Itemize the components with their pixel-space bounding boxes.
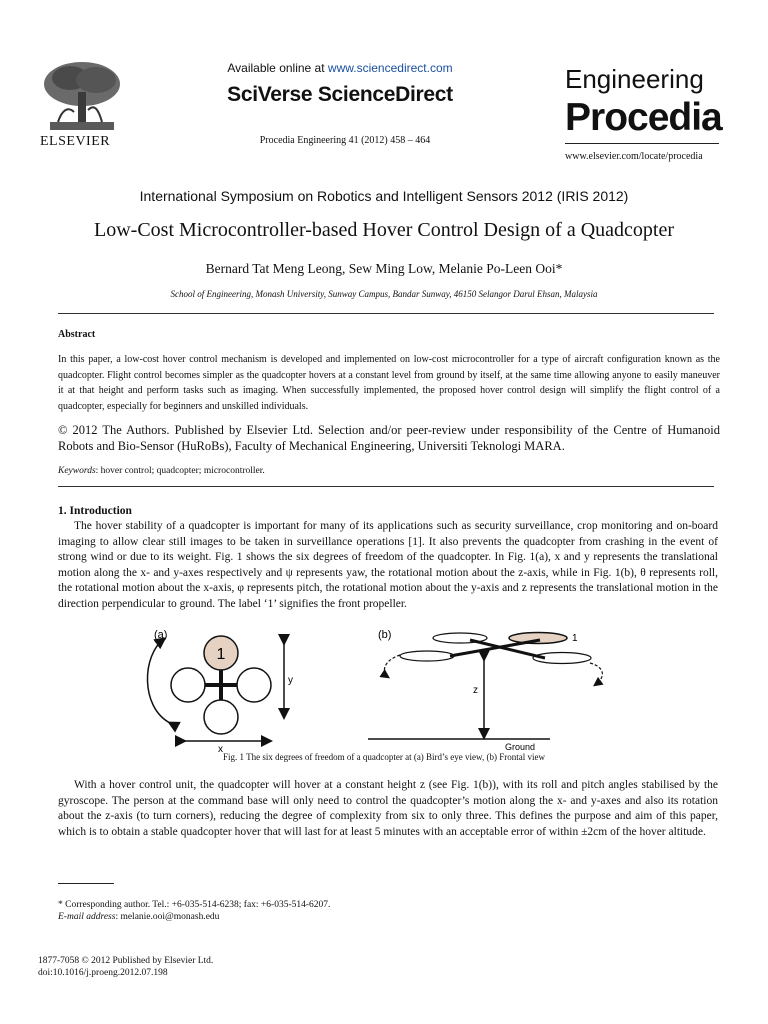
intro-paragraph-1 bbox=[58, 519, 718, 613]
journal-reference: Procedia Engineering 41 (2012) 458 – 464 bbox=[259, 135, 431, 146]
journal-word-procedia: Procedia bbox=[565, 96, 722, 139]
figure-label-b: (b) bbox=[378, 629, 392, 641]
publisher-name: ELSEVIER bbox=[40, 134, 111, 149]
journal-rule bbox=[565, 143, 719, 144]
ground-label: Ground bbox=[505, 742, 536, 752]
z-axis-label: z bbox=[473, 685, 478, 696]
available-prefix: Available online at bbox=[227, 61, 328, 75]
journal-url-link[interactable]: www.elsevier.com/locate/procedia bbox=[565, 151, 703, 162]
author-list: Bernard Tat Meng Leong, Sew Ming Low, Melanie Po-Leen Ooi* bbox=[205, 261, 563, 276]
rotor-b-left bbox=[400, 651, 454, 661]
affiliation: School of Engineering, Monash University, Sunway Campus, Bandar Sunway, 46150 Selangor Darul Ehsan, Malaysia bbox=[170, 289, 598, 299]
journal-word-engineering: Engineering bbox=[565, 64, 704, 94]
footnote-rule bbox=[58, 883, 114, 884]
x-axis-label: x bbox=[218, 744, 223, 755]
intro-heading: 1. Introduction bbox=[58, 505, 132, 517]
keywords-list: : hover control; quadcopter; microcontroller. bbox=[95, 466, 265, 476]
paper-title: Low-Cost Microcontroller-based Hover Control Design of a Quadcopter bbox=[94, 219, 674, 241]
rotor-right bbox=[237, 668, 271, 702]
keywords-label: Keywords bbox=[58, 466, 96, 476]
email-address[interactable]: : melanie.ooi@monash.edu bbox=[115, 912, 220, 922]
abstract-top-rule bbox=[58, 313, 714, 314]
front-propeller-label: 1 bbox=[216, 646, 226, 663]
front-propeller-label-b: 1 bbox=[572, 633, 578, 644]
sciencedirect-link[interactable]: www.sciencedirect.com bbox=[327, 61, 453, 75]
rotor-left bbox=[171, 668, 205, 702]
intro-paragraph-1-text: The hover stability of a quadcopter is important for many of its applications such as security surveillance, crop monitoring and on-board imaging to allow clear still images to be taken in surveillance operations [1]. It also prevents the quadcopter from crashing in the event of strong wind or due to its weight. Fig. 1 shows the six degrees of freedom of the quadcopter. In Fig. 1(a), x and y represents the translational motion along the x- and y-axes respectively and ψ represents yaw, the rotational motion about the z-axis, while in Fig. 1(b), θ represents roll, the rotational motion about the x-axis, φ represents pitch, the rotational motion about the y-axis and z represents the translational motion in the direction perpendicular to ground. The label ‘1’ signifies the front propeller. bbox=[58, 520, 718, 610]
sciverse-brand: SciVerse ScienceDirect bbox=[227, 83, 453, 106]
intro-paragraph-2 bbox=[58, 778, 718, 840]
figure-label-a: (a) bbox=[154, 629, 168, 641]
issn-line: 1877-7058 © 2012 Published by Elsevier Ltd. bbox=[38, 956, 214, 966]
rotor-back bbox=[204, 700, 238, 734]
email-label: E-mail address bbox=[58, 912, 116, 922]
copyright-statement: © 2012 The Authors. Published by Elsevier Ltd. Selection and/or peer-review under responsibility of the Centre of Humanoid Robots and Bio-Sensor (HuRoBs), Faculty of Mechanical Engineering, Universiti Teknologi MARA. bbox=[58, 423, 720, 453]
abstract-heading: Abstract bbox=[58, 329, 96, 340]
pitch-arrow bbox=[590, 663, 602, 685]
email-note bbox=[58, 912, 219, 922]
keywords bbox=[58, 466, 265, 476]
figure-caption: Fig. 1 The six degrees of freedom of a quadcopter at (a) Bird’s eye view, (b) Frontal view bbox=[223, 752, 545, 762]
doi-link[interactable]: doi:10.1016/j.proeng.2012.07.198 bbox=[38, 968, 168, 978]
quadcopter-figure bbox=[120, 625, 660, 755]
y-axis-label: y bbox=[288, 675, 293, 686]
abstract-bottom-rule bbox=[58, 486, 714, 487]
yaw-arrow bbox=[147, 639, 170, 723]
intro-paragraph-2-text: With a hover control unit, the quadcopter will hover at a constant height z (see Fig. 1(b)), with its roll and pitch angles stabilised by the gyroscope. The person at the command base will only need to control the quadcopter’s motion along the x- and y-axes and also its rotation about the z-axis (to turn corners), reducing the degree of complexity from six to only three. This defines the purpose and aim of this paper, which is to obtain a stable quadcopter hover that will last for at least 5 minutes with an acceptable error of within ±2cm of the hover altitude. bbox=[58, 779, 718, 838]
corresponding-author-note: * Corresponding author. Tel.: +6-035-514-6238; fax: +6-035-514-6207. bbox=[58, 900, 331, 910]
roll-arrow bbox=[384, 655, 400, 677]
symposium-name: International Symposium on Robotics and Intelligent Sensors 2012 (IRIS 2012) bbox=[139, 188, 629, 204]
abstract-text: In this paper, a low-cost hover control mechanism is developed and implemented on low-cost microcontroller for a type of aircraft configuration known as the quadcopter. Flight control becomes simpler as the quadcopter hovers at a constant level from ground by itself, at the same time allowing anyone to easily maneuver it at that height and perform tasks such as imaging. When successfully implemented, the proposed hover control design will simplify the flight control of a quadcopter, especially for beginners and unskilled individuals. bbox=[58, 354, 720, 412]
